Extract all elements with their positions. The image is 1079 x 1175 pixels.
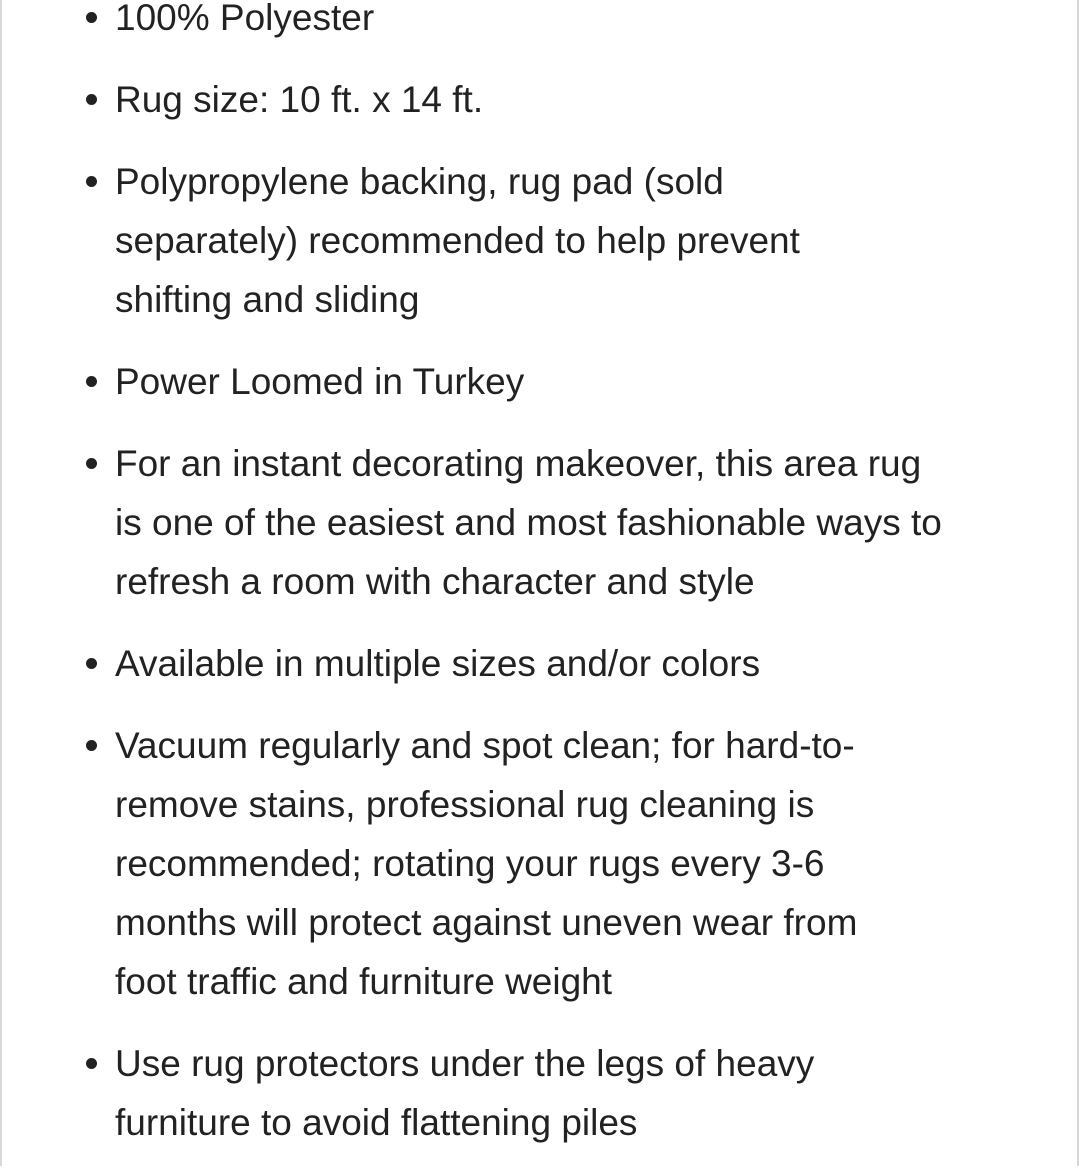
bullet-icon (86, 740, 97, 751)
feature-text: Rug size: 10 ft. x 14 ft. (115, 79, 484, 120)
bullet-icon (86, 658, 97, 669)
bullet-icon (86, 176, 97, 187)
feature-item-origin (2, 352, 1077, 411)
bullet-icon (86, 1058, 97, 1069)
feature-text: Available in multiple sizes and/or colors (115, 643, 761, 684)
feature-item-availability (2, 634, 1077, 693)
feature-text: Vacuum regularly and spot clean; for hard-to-remove stains, professional rug cleaning is recommended; rotating your rugs every 3-6 months will protect against uneven wear from foot traffic and furniture weight (115, 725, 858, 1002)
feature-item-description (2, 434, 1077, 611)
feature-text: Power Loomed in Turkey (115, 361, 525, 402)
bullet-icon (86, 94, 97, 105)
product-features-list (2, 0, 1077, 1175)
feature-item-protectors (2, 1034, 1077, 1152)
feature-item-care (2, 716, 1077, 1011)
feature-text: Use rug protectors under the legs of heavy furniture to avoid flattening piles (115, 1043, 815, 1143)
feature-text: Polypropylene backing, rug pad (sold separately) recommended to help prevent shifting and sliding (115, 161, 800, 320)
feature-item-size (2, 70, 1077, 129)
bullet-icon (86, 12, 97, 23)
bullet-icon (86, 458, 97, 469)
feature-item-backing (2, 152, 1077, 329)
feature-text: 100% Polyester (115, 0, 375, 38)
bullet-icon (86, 376, 97, 387)
feature-text: For an instant decorating makeover, this area rug is one of the easiest and most fashionable ways to refresh a room with character and style (115, 443, 942, 602)
feature-item-material (2, 0, 1077, 47)
